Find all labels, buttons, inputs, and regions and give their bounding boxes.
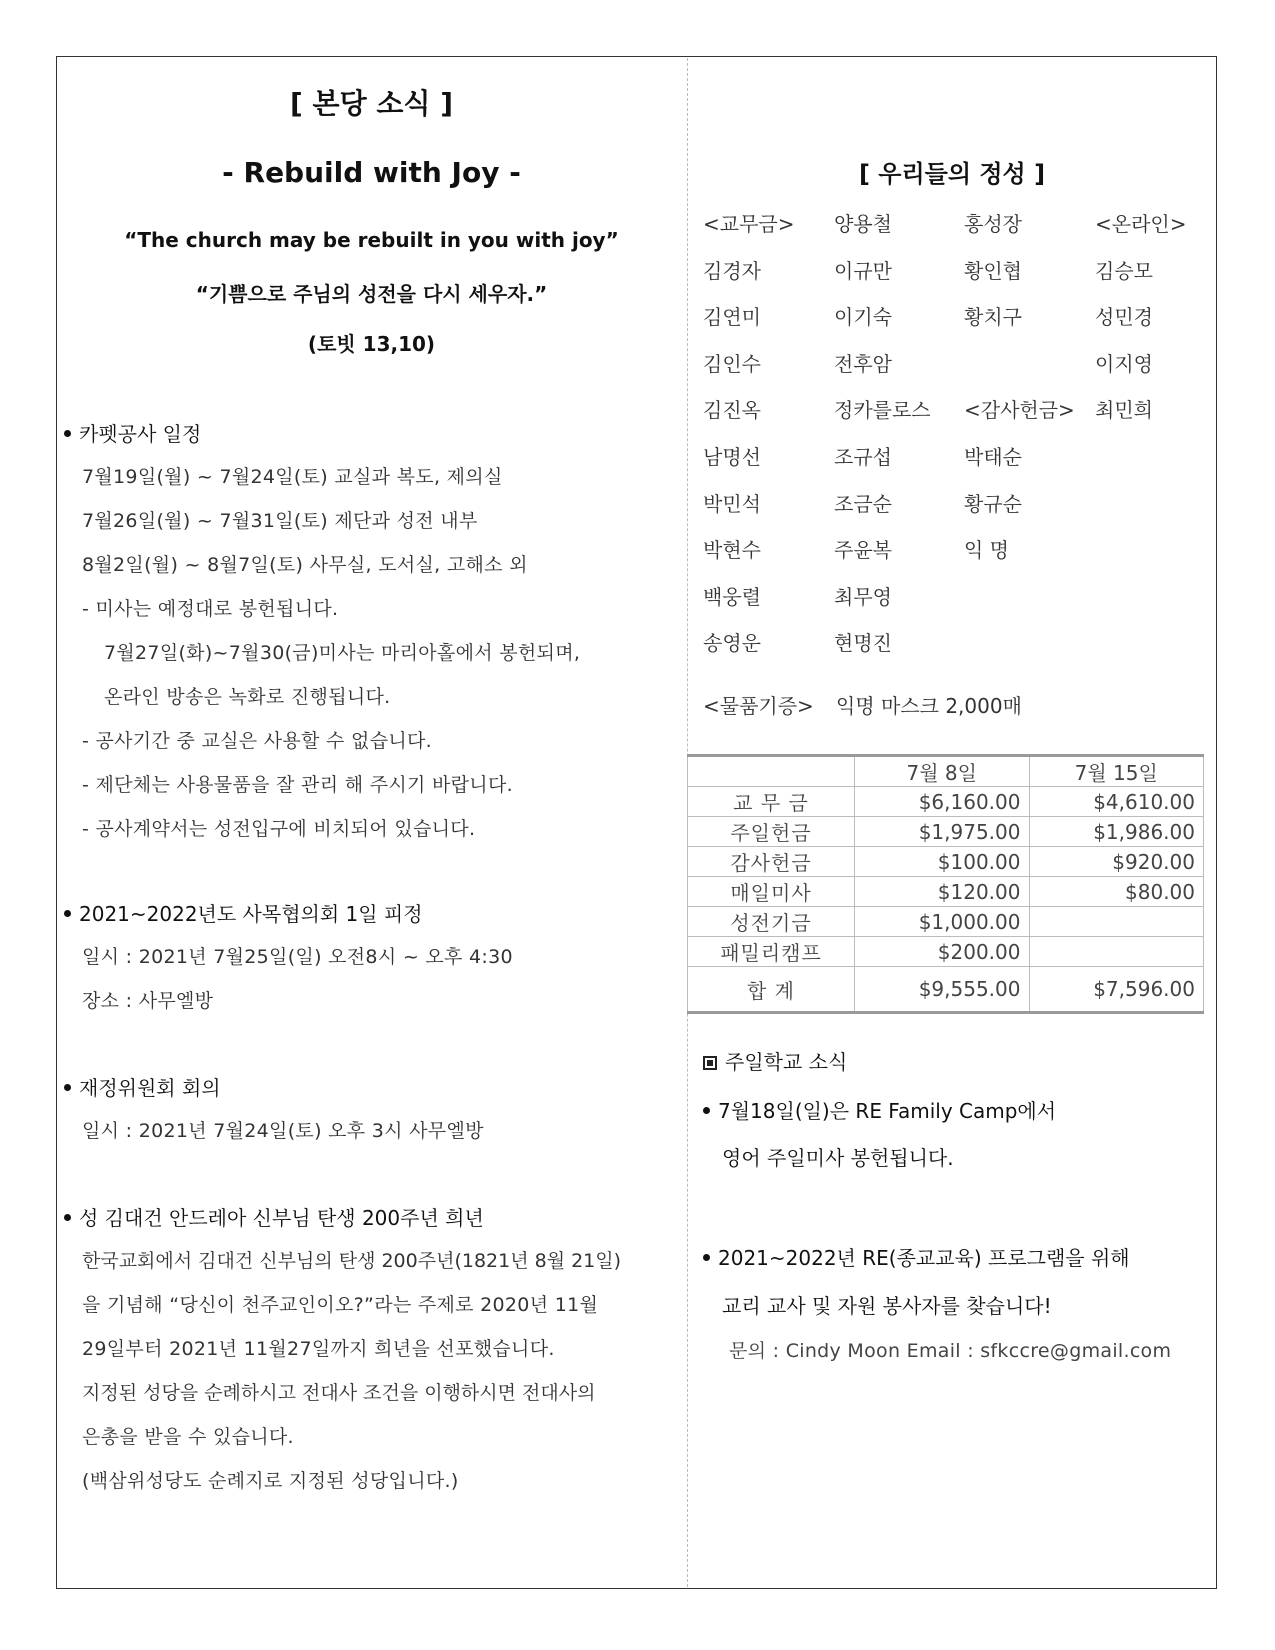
table-row [688, 907, 1204, 937]
section-line: 7월19일(월) ~ 7월24일(토) 교실과 복도, 제의실 [82, 466, 503, 488]
donor-name: 이기숙 [834, 305, 892, 329]
table-row [688, 817, 1204, 847]
section-line: 7월26일(월) ~ 7월31일(토) 제단과 성전 내부 [82, 510, 478, 532]
section-line: - 공사계약서는 성전입구에 비치되어 있습니다. [82, 818, 476, 840]
bullet-icon [703, 1254, 710, 1261]
donor-name: 주윤복 [834, 538, 892, 562]
table-cell: 매일미사 [688, 877, 855, 907]
school-item-line: 교리 교사 및 자원 봉사자를 찾습니다! [722, 1294, 1052, 1318]
section-line: 29일부터 2021년 11월27일까지 희년을 선포했습니다. [82, 1338, 555, 1360]
donor-name: 최민희 [1095, 398, 1153, 422]
table-cell: $4,610.00 [1029, 787, 1204, 817]
donor-name: 최무영 [834, 585, 892, 609]
table-header-cell [688, 756, 855, 787]
section-line: 온라인 방송은 녹화로 진행됩니다. [104, 686, 391, 708]
donor-name: 황인협 [964, 259, 1022, 283]
table-total-row [688, 967, 1204, 1013]
donation-text: 익명 마스크 2,000매 [836, 694, 1022, 718]
table-header-cell: 7월 15일 [1029, 756, 1204, 787]
quote-korean: “기쁨으로 주님의 성전을 다시 세우자.” [195, 282, 548, 306]
table-cell: 감사헌금 [688, 847, 855, 877]
section-line: - 제단체는 사용물품을 잘 관리 해 주시기 바랍니다. [82, 774, 513, 796]
donor-name: 박태순 [964, 445, 1022, 469]
offering-table [687, 754, 1204, 1014]
section-title: 재정위원회 회의 [64, 1072, 221, 1101]
section-title: 성 김대건 안드레아 신부님 탄생 200주년 희년 [64, 1202, 484, 1231]
quote-reference: (토빗 13,10) [307, 332, 436, 356]
table-row [688, 787, 1204, 817]
section-title: 2021~2022년도 사목협의회 1일 피정 [64, 898, 423, 927]
section-line: (백삼위성당도 순례지로 지정된 성당입니다.) [82, 1470, 459, 1492]
section-line: 8월2일(월) ~ 8월7일(토) 사무실, 도서실, 고해소 외 [82, 554, 528, 576]
bullet-icon [703, 1107, 710, 1114]
section-line: - 미사는 예정대로 봉헌됩니다. [82, 598, 339, 620]
donor-name: 김경자 [703, 259, 761, 283]
table-cell: $9,555.00 [855, 967, 1030, 1013]
table-cell: 주일헌금 [688, 817, 855, 847]
bullet-icon [64, 910, 71, 917]
table-cell: $6,160.00 [855, 787, 1030, 817]
table-cell: $200.00 [855, 937, 1030, 967]
table-row [688, 847, 1204, 877]
donor-name: <교무금> [703, 212, 795, 236]
table-cell: $920.00 [1029, 847, 1204, 877]
section-title: 카펫공사 일정 [64, 418, 201, 447]
donor-name: 김승모 [1095, 259, 1153, 283]
donor-name: 황치구 [964, 305, 1022, 329]
table-header-cell: 7월 8일 [855, 756, 1030, 787]
donor-name: 김진옥 [703, 398, 761, 422]
school-heading: 주일학교 소식 [703, 1046, 847, 1075]
donor-name: 황규순 [964, 492, 1022, 516]
section-line: 한국교회에서 김대건 신부님의 탄생 200주년(1821년 8월 21일) [82, 1250, 622, 1272]
donor-name: 정카를로스 [834, 398, 931, 422]
donor-name: 이지영 [1095, 352, 1153, 376]
donor-name: 홍성장 [964, 212, 1022, 236]
donor-name: 조금순 [834, 492, 892, 516]
section-line: 지정된 성당을 순례하시고 전대사 조건을 이행하시면 전대사의 [82, 1382, 596, 1404]
quote-english: “The church may be rebuilt in you with joy” [124, 228, 619, 252]
bullet-icon [64, 1214, 71, 1221]
section-line: 을 기념해 “당신이 천주교인이오?”라는 주제로 2020년 11월 [82, 1294, 599, 1316]
table-cell: $1,986.00 [1029, 817, 1204, 847]
table-cell: $1,000.00 [855, 907, 1030, 937]
school-contact: 문의 : Cindy Moon Email : sfkccre@gmail.com [729, 1340, 1172, 1362]
donor-name: 이규만 [834, 259, 892, 283]
table-cell: 성전기금 [688, 907, 855, 937]
donor-name: <온라인> [1095, 212, 1187, 236]
table-cell: 패밀리캠프 [688, 937, 855, 967]
theme-title: - Rebuild with Joy - [222, 156, 521, 189]
table-row [688, 877, 1204, 907]
school-item: 2021~2022년 RE(종교교육) 프로그램을 위해 [703, 1242, 1130, 1271]
donor-name: <감사헌금> [964, 398, 1075, 422]
table-cell [1029, 907, 1204, 937]
table-header-row [688, 756, 1204, 787]
donor-name: 송영운 [703, 631, 761, 655]
offerings-heading: [ 우리들의 정성 ] [858, 160, 1046, 188]
donor-name: 남명선 [703, 445, 761, 469]
section-line: 7월27일(화)~7월30(금)미사는 마리아홀에서 봉헌되며, [104, 642, 581, 664]
table-cell: $120.00 [855, 877, 1030, 907]
table-cell: $100.00 [855, 847, 1030, 877]
donor-name: 현명진 [834, 631, 892, 655]
news-heading: [ 본당 소식 ] [289, 87, 454, 120]
table-cell [1029, 937, 1204, 967]
school-item-line: 영어 주일미사 봉헌됩니다. [722, 1146, 954, 1170]
donor-name: 박민석 [703, 492, 761, 516]
table-cell: $1,975.00 [855, 817, 1030, 847]
donor-name: 전후암 [834, 352, 892, 376]
donor-name: 박현수 [703, 538, 761, 562]
section-line: 일시 : 2021년 7월24일(토) 오후 3시 사무엘방 [82, 1120, 484, 1142]
donor-name: 김연미 [703, 305, 761, 329]
bullet-icon [64, 430, 71, 437]
school-item: 7월18일(일)은 RE Family Camp에서 [703, 1095, 1056, 1124]
donor-name: 익 명 [964, 538, 1009, 562]
table-cell: 합 계 [688, 967, 855, 1013]
section-line: 일시 : 2021년 7월25일(일) 오전8시 ~ 오후 4:30 [82, 946, 513, 968]
donor-name: 백웅렬 [703, 585, 761, 609]
donor-name: 양용철 [834, 212, 892, 236]
donor-name: 성민경 [1095, 305, 1153, 329]
square-icon [703, 1056, 717, 1070]
bullet-icon [64, 1084, 71, 1091]
section-line: 은총을 받을 수 있습니다. [82, 1426, 294, 1448]
donor-name: 조규섭 [834, 445, 892, 469]
donation-label: <물품기증> [703, 694, 814, 718]
table-cell: $7,596.00 [1029, 967, 1204, 1013]
donor-name: 김인수 [703, 352, 761, 376]
section-line: - 공사기간 중 교실은 사용할 수 없습니다. [82, 730, 432, 752]
section-line: 장소 : 사무엘방 [82, 990, 214, 1012]
table-cell: $80.00 [1029, 877, 1204, 907]
table-cell: 교 무 금 [688, 787, 855, 817]
table-row [688, 937, 1204, 967]
